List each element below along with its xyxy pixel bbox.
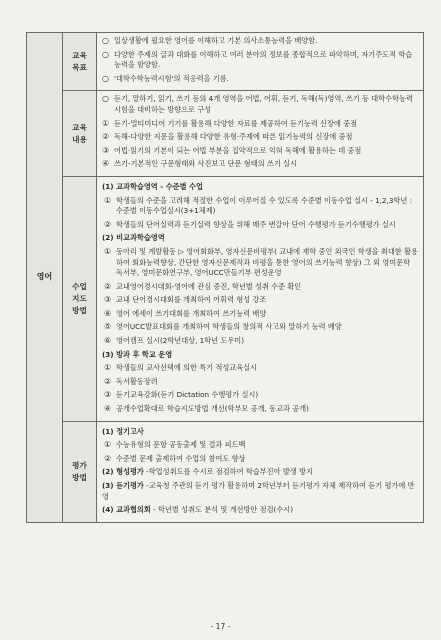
- group-heading: (2) 비교과학습영역: [102, 233, 165, 243]
- item-text: 일상생활에 필요한 영어를 이해하고 기본 의사소통능력을 배양함.: [114, 36, 318, 45]
- evaluation-label-line-2: 방법: [72, 472, 87, 482]
- bullet-marker: ④: [104, 308, 112, 318]
- evaluation-line-heading: (3) 듣기평가: [102, 481, 144, 490]
- method-label-line-2: 지도: [72, 293, 87, 303]
- item-text: 듣기-멀티미디어 기기를 활용해 다양한 자료를 제공하여 듣기능력 신장에 중점: [114, 118, 358, 128]
- method-item: [102, 220, 419, 231]
- content-label-line-2: 내용: [72, 134, 87, 144]
- bullet-marker: ①: [102, 118, 110, 128]
- item-text: 공개수업확대로 학습지도방법 개선(학부모 공개, 동교과 공개): [116, 404, 309, 414]
- method-item: [102, 247, 419, 279]
- evaluation-line: [102, 505, 419, 516]
- bullet-marker: ②: [102, 132, 110, 142]
- evaluation-line-text: -교육청 주관의 듣기 평가 활용하며 2학년부터 듣기평가 자체 제작하여 듣기 평가에 반영: [102, 481, 415, 501]
- item-text: 듣기교육강화(듣기 Dictation 수행평가 실시): [116, 390, 259, 400]
- item-text: 영어 에세이 쓰기대회를 개최하여 쓰기능력 배양: [116, 308, 267, 318]
- content-content: [97, 91, 424, 177]
- goal-item: [102, 50, 419, 71]
- group-heading: (3) 방과 후 학교 운영: [102, 349, 173, 359]
- bullet-marker: ③: [104, 295, 112, 305]
- bullet-marker: ○: [102, 73, 109, 83]
- bullet-marker: ○: [102, 49, 109, 59]
- item-text: 영어캠프 실시(2학년대상, 1학년 도우미): [116, 336, 245, 346]
- bullet-marker: ②: [104, 219, 112, 229]
- goals-label-line-2: 목표: [72, 62, 87, 72]
- content-label-line-1: 교육: [72, 122, 87, 132]
- english-curriculum-table: [26, 32, 424, 523]
- bullet-marker: ①: [104, 440, 112, 450]
- bullet-marker: ②: [104, 281, 112, 291]
- item-text: 독서활동장려: [116, 376, 158, 386]
- method-content: [97, 176, 424, 421]
- item-text: 학생들의 단어실력과 듣기실력 향상을 위해 매주 변갈아 단어 수행평가 듣기수행평가 실시: [116, 219, 396, 229]
- page-number: - 17 -: [210, 622, 231, 631]
- item-text: 듣기, 말하기, 읽기, 쓰기 등의 4개 영역을 어법, 어휘, 듣기, 독해(독)영역, 쓰기 등 대학수학능력시험을 대비하는 방향으로 구성: [114, 94, 413, 114]
- method-item: [102, 309, 419, 320]
- bullet-marker: ○: [102, 94, 109, 104]
- bullet-marker: ⑤: [104, 322, 112, 332]
- evaluation-line-heading: (4) 교과협의회: [102, 505, 151, 515]
- goal-item: [102, 74, 419, 85]
- goals-row: [27, 33, 424, 91]
- item-text: 학생들의 교사선택에 의한 특기 적성교육실시: [116, 363, 258, 373]
- evaluation-content: [97, 421, 424, 522]
- item-text: 독해-다양한 지문을 활용해 다양한 유형·주제에 따른 읽기능력의 신장에 중점: [114, 132, 353, 142]
- method-item: [102, 390, 419, 401]
- bullet-marker: ③: [102, 145, 110, 155]
- evaluation-line: [102, 481, 419, 502]
- evaluation-line-heading: (2) 형성평가: [102, 467, 144, 477]
- item-text: 수준별 문제 출제하여 수업의 참여도 향상: [116, 453, 246, 463]
- group-heading: (1) 교과학습영역 - 수준별 수업: [102, 181, 203, 191]
- method-item: [102, 404, 419, 415]
- item-text: 교내영어경시대회-영어에 관심 증진, 학년별 성취 수준 확인: [116, 281, 302, 291]
- evaluation-line-text: - 학년별 성취도 분석 및 개선방안 점검(수시): [150, 505, 294, 515]
- bullet-marker: ①: [104, 363, 112, 373]
- bullet-marker: ④: [102, 159, 110, 169]
- evaluation-item: [102, 440, 419, 451]
- content-label: [63, 91, 97, 177]
- item-text: 어법·읽기의 기본이 되는 어법 부분을 집약적으로 익혀 독해에 활용하는 데 중점: [114, 145, 362, 155]
- group-heading: (1) 정기고사: [102, 426, 144, 436]
- item-text: 교내 단어경시대회를 개최하여 어휘력 형성 강조: [116, 295, 267, 305]
- item-text: 영어UCC발표대회를 개최하여 학생들의 창의적 사고와 말하기 능력 배양: [116, 322, 342, 332]
- bullet-marker: ○: [102, 36, 109, 45]
- method-item: [102, 282, 419, 293]
- content-item: [102, 159, 419, 170]
- method-item: [102, 377, 419, 388]
- method-row: [27, 176, 424, 421]
- bullet-marker: ③: [104, 390, 112, 400]
- method-item: [102, 363, 419, 374]
- bullet-marker: ⑥: [104, 336, 112, 346]
- content-item: [102, 132, 419, 143]
- subject-cell: 영어: [27, 33, 63, 523]
- content-item: [102, 146, 419, 157]
- method-label-line-3: 방법: [72, 305, 87, 315]
- evaluation-label-line-1: 평가: [72, 460, 87, 470]
- method-label-line-1: 수업: [72, 281, 87, 291]
- goals-label: [63, 33, 97, 91]
- method-item: [102, 295, 419, 306]
- goals-label-line-1: 교육: [72, 50, 87, 60]
- method-item: [102, 196, 419, 217]
- content-row: [27, 91, 424, 177]
- evaluation-item: [102, 454, 419, 465]
- item-text: 다양한 주제의 글과 대화를 이해하고 여러 분야의 정보를 종합적으로 파악하며, 자기주도적 학습능력을 함양함.: [114, 49, 413, 70]
- item-text: '대학수학능력시험'의 적응력을 기름.: [114, 73, 229, 83]
- bullet-marker: ②: [104, 376, 112, 386]
- evaluation-line: [102, 467, 419, 478]
- item-text: 학생들의 수준을 고려해 적절한 수업이 이루어질 수 있도록 수준별 이동수업 실시 - 1,2,3학년 : 수준별 이동수업실시(3+1체제): [116, 195, 413, 216]
- bullet-marker: ②: [104, 453, 112, 463]
- bullet-marker: ①: [104, 246, 112, 256]
- item-text: 동아리 및 계발활동 ▷ 영어회화부, 영자신문비평부( 교내에 재학 중인 외국인 학생을 최대한 활용하여 회화능력향상, 간단한 영자신문제작과 비평을 통한 영어의 쓰기능력 향상) 그 외 영미문학 독서부, 영미문화연구부, 영어UCC만들기부 편성운영: [116, 246, 418, 278]
- method-item: [102, 336, 419, 347]
- goals-content: [97, 33, 424, 91]
- method-item: [102, 322, 419, 333]
- evaluation-label: [63, 421, 97, 522]
- item-text: 수능유형의 문항 공동출제 및 결과 피드백: [116, 440, 246, 450]
- method-label: [63, 176, 97, 421]
- evaluation-line-text: -학업성취도를 수시로 점검하여 학습부진아 발생 방지: [143, 467, 313, 477]
- evaluation-row: [27, 421, 424, 522]
- goal-item: [102, 36, 419, 47]
- content-item: [102, 119, 419, 130]
- bullet-marker: ④: [104, 404, 112, 414]
- bullet-marker: ①: [104, 195, 112, 205]
- item-text: 쓰기-기본적인 구문형태와 사진보고 단문 형태의 쓰기 실시: [114, 159, 297, 169]
- content-item: [102, 94, 419, 115]
